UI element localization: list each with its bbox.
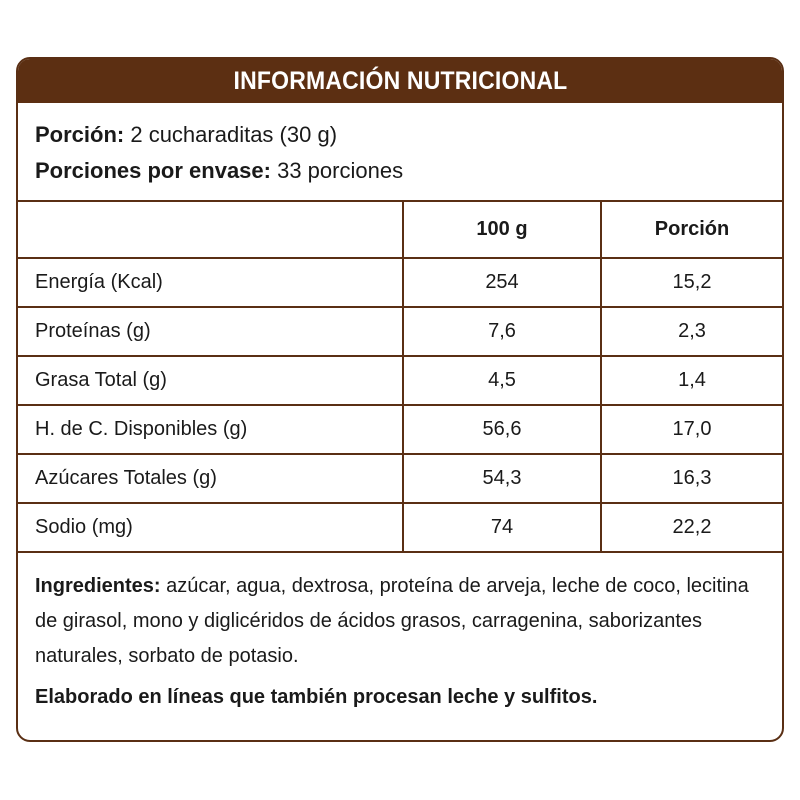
header-nutrient (18, 202, 403, 258)
table-row (18, 356, 782, 405)
servings-per-container-line (35, 153, 782, 189)
nutrient-name: Sodio (mg) (18, 503, 403, 552)
table-row (18, 503, 782, 552)
nutrient-name: Proteínas (g) (18, 307, 403, 356)
table-row (18, 258, 782, 307)
value-per-100g: 254 (403, 258, 601, 307)
nutrient-name: Energía (Kcal) (18, 258, 403, 307)
header-per-100g: 100 g (403, 202, 601, 258)
servings-per-container-label: Porciones por envase: (35, 158, 271, 183)
value-per-100g: 7,6 (403, 307, 601, 356)
value-per-portion: 15,2 (601, 258, 782, 307)
header-per-portion: Porción (601, 202, 782, 258)
nutrition-table (18, 202, 782, 553)
panel-title: INFORMACIÓN NUTRICIONAL (233, 66, 567, 95)
ingredients-text: azúcar, agua, dextrosa, proteína de arveja, leche de coco, lecitina de girasol, mono y diglicéridos de ácidos grasos, carragenina, saborizantes naturales, sorbato de potasio. (35, 575, 749, 667)
value-per-100g: 74 (403, 503, 601, 552)
nutrient-name: Azúcares Totales (g) (18, 454, 403, 503)
table-row (18, 454, 782, 503)
table-header-row (18, 202, 782, 258)
value-per-portion: 1,4 (601, 356, 782, 405)
ingredients-label: Ingredientes: (35, 575, 161, 597)
value-per-portion: 2,3 (601, 307, 782, 356)
value-per-100g: 4,5 (403, 356, 601, 405)
servings-per-container-value: 33 porciones (270, 158, 404, 183)
table-row (18, 405, 782, 454)
value-per-100g: 54,3 (403, 454, 601, 503)
table-row (18, 307, 782, 356)
value-per-portion: 16,3 (601, 454, 782, 503)
allergen-statement: Elaborado en líneas que también procesan leche y sulfitos. (35, 686, 598, 708)
value-per-100g: 56,6 (403, 405, 601, 454)
nutrient-name: Grasa Total (g) (18, 356, 403, 405)
title-bar (18, 59, 782, 103)
portion-line (35, 117, 782, 153)
value-per-portion: 22,2 (601, 503, 782, 552)
nutrient-name: H. de C. Disponibles (g) (18, 405, 403, 454)
nutrition-facts-panel (16, 57, 784, 742)
portion-label: Porción: (35, 122, 125, 147)
serving-info (18, 103, 782, 202)
portion-value: 2 cucharaditas (30 g) (124, 122, 338, 147)
ingredients-block (18, 553, 782, 674)
value-per-portion: 17,0 (601, 405, 782, 454)
